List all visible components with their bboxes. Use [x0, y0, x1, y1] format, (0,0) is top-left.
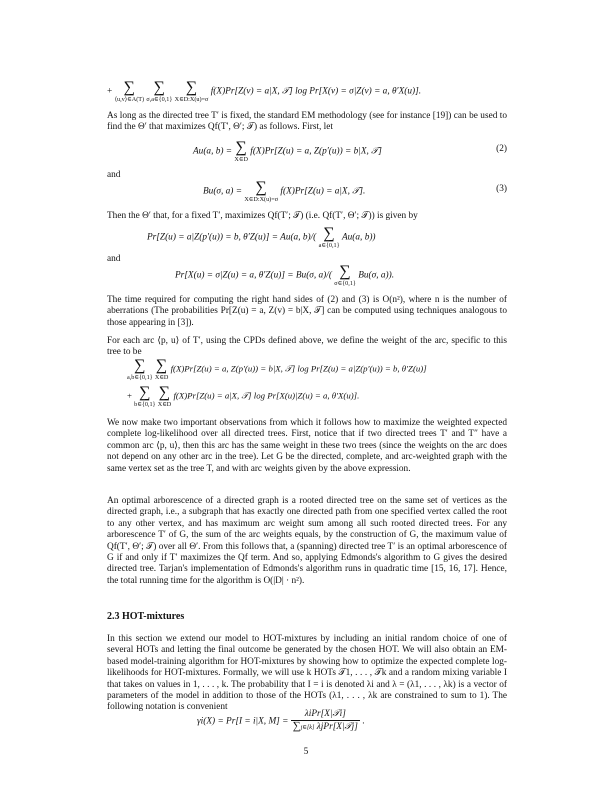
equation-gamma: γi(X) = Pr[I = i|X, M] = $\frac{\text{λiPr[X|𝒯i]}}{\text{∑j∈[k] λjPr[X|𝒯j]}}$ . [197, 709, 365, 733]
equation-number: (3) [496, 184, 507, 194]
equation-weight-line2: + ∑ b∈{0,1} ∑ X∈D f(X)Pr[Z(u) = a|X, 𝒯] log Pr[X(u)|Z(u) = a, θ′X(u)]. [127, 384, 360, 408]
paragraph: An optimal arborescence of a directed graph is a rooted directed tree on the same set of vertices as the directed graph, i.e., a subgraph that has exactly one directed path from one specified vertex called the root to any other vertex, and has maximum arc weight sum among all such rooted directed trees. For any arborescence T′ of G, the sum of the arc weights equals, by the construction of G, the maximum value of Qf(T′, Θ′; 𝒯) over all Θ′. From this follows that, a (spanning) directed tree T′ is an optimal arborescence of G if and only if T′ maximizes the Qf term. And so, applying Edmonds's algorithm to G gives the desired directed tree. Tarjan's implementation of Edmonds's algorithm runs in quadratic time [15, 16, 17]. Hence, the total running time for the algorithm is O(|D| · n²). [107, 496, 507, 586]
paragraph: The time required for computing the right hand sides of (2) and (3) is O(n²), where n is the number of aberrations (The probabilities Pr[Z(u) = a, Z(v) = b|X, 𝒯] can be computed using techniques analogous to those appearing in [3]). [107, 295, 507, 328]
equation-number: (2) [496, 144, 507, 154]
paragraph: In this section we extend our model to HOT-mixtures by including an initial random choice of one of several HOTs and letting the final outcome be generated by the chosen HOT. We will also obtain an EM-based model-training algorithm for HOT-mixtures by showing how to optimize the expected complete log-likelihoods for HOT-mixtures. Formally, we will use k HOTs 𝒯1, . . . , 𝒯k and a random mixing variable I that takes on values in 1, . . . , k. The probability that I = i is denoted λi and λ = (λ1, . . . , λk) is a vector of parameters of the model in addition to those of the HOTs (λ1, . . . , λk are constrained to sum to 1). The following notation is convenient [107, 634, 507, 713]
equation-4: Pr[Z(u) = a|Z(p′(u)) = b, θ′Z(u)] = Au(a, b)/( ∑ a∈{0,1} Au(a, b)) [147, 225, 376, 249]
equation-weight-line1: ∑ a,b∈{0,1} ∑ X∈D f(X)Pr[Z(u) = a, Z(p′(u)) = b|X, 𝒯] log Pr[Z(u) = a|Z(p′(u)) = b, θ′Z(u)] [127, 357, 427, 381]
section-heading: 2.3 HOT-mixtures [107, 611, 185, 622]
fraction: $\frac{\text{λiPr[X|𝒯i]}}{\text{∑j∈[k] λjPr[X|𝒯j]}}$ [292, 709, 358, 733]
paragraph: and [107, 254, 121, 264]
paragraph: For each arc ⟨p, u⟩ of T′, using the CPDs defined above, we define the weight of the arc, specific to this tree to be [107, 336, 507, 358]
paragraph: As long as the directed tree T′ is fixed, the standard EM methodology (see for instance [19]) can be used to find the Θ′ that maximizes Qf(T′, Θ′; 𝒯) as follows. First, let [107, 111, 507, 133]
paragraph: We now make two important observations from which it follows how to maximize the weighted expected complete log-likelihood over all directed trees. First, notice that if two directed trees T′ and T″ have a common arc ⟨p, u⟩, then this arc has the same weight in these two trees (since the weights on the arc does not depend on any other arc in the tree). Let G be the directed, complete, and arc-weighted graph with the same vertex set as the tree T, and with arc weights given by the above expression. [107, 418, 507, 474]
paragraph: Then the Θ′ that, for a fixed T′, maximizes Qf(T′; 𝒯) (i.e. Qf(T′, Θ′; 𝒯)) is given by [107, 211, 418, 221]
sum-operator: ∑ X∈D:X(u)=σ [174, 79, 209, 103]
equation-5: Pr[X(u) = σ|Z(u) = a, θ′Z(u)] = Bu(σ, a)/( ∑ σ∈{0,1} Bu(σ, a)). [175, 263, 395, 287]
sum-operator: ∑ σ,a∈{0,1} [146, 79, 173, 103]
paragraph: and [107, 170, 121, 180]
equation-3: Bu(σ, a) = ∑ X∈D:X(u)=σ f(X)Pr[Z(u) = a|X, 𝒯]. [203, 179, 366, 203]
equation-top: + ∑ ⟨u,v⟩∈A(T) ∑ σ,a∈{0,1} ∑ X∈D:X(u)=σ f(X)Pr[Z(v) = a|X, 𝒯] log Pr[X(v) = σ|Z(v) = a, θ′X(u)]. [107, 79, 422, 103]
equation-2: Au(a, b) = ∑ X∈D f(X)Pr[Z(u) = a, Z(p′(u)) = b|X, 𝒯] [193, 139, 382, 163]
sum-operator: ∑ ⟨u,v⟩∈A(T) [114, 79, 145, 103]
page-number: 5 [303, 747, 309, 757]
